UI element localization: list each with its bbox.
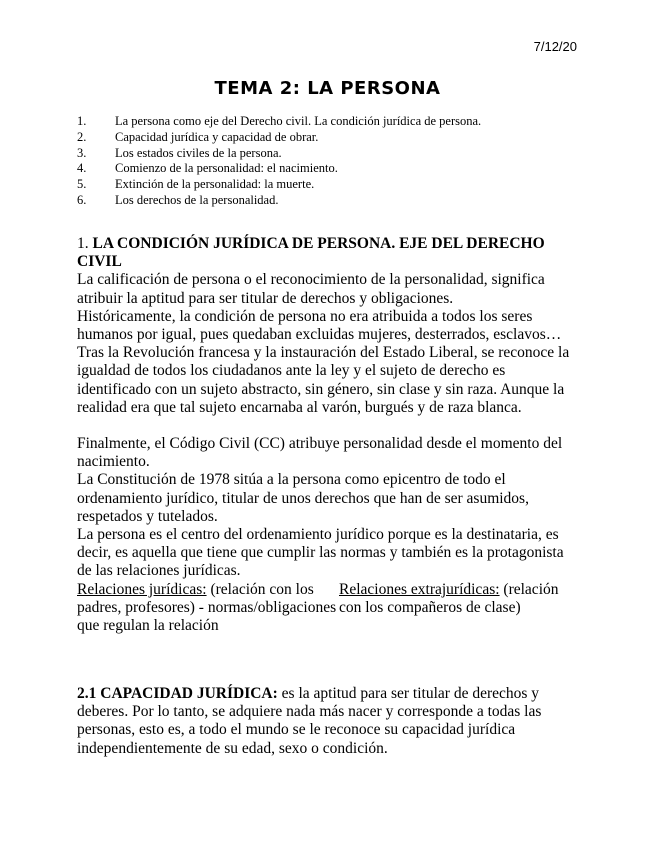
toc-item-text: Los estados civiles de la persona.: [115, 145, 282, 160]
paragraph: La persona es el centro del ordenamiento jurídico porque es la destinataria, es decir, es aquella que tiene que cumplir las normas y también es la protagonista de las relaciones jurídicas.: [77, 526, 564, 580]
page-date: 7/12/20: [533, 39, 577, 54]
paragraph-gap: [77, 417, 581, 435]
toc-item: [77, 193, 481, 209]
section-1: [77, 235, 581, 635]
toc-item: [77, 177, 481, 193]
toc-item-number: 4.: [77, 161, 87, 176]
table-of-contents: [77, 114, 481, 209]
toc-item: [77, 114, 481, 130]
legal-relations-label: Relaciones jurídicas:: [77, 580, 207, 598]
section-2-1-text: es la aptitud para ser titular de derechos y deberes. Por lo tanto, se adquiere nada más nacer y corresponde a todas las personas, esto es, a todo el mundo se le reconoce su capacidad jurídica independientemente de su edad, sexo o condición.: [77, 685, 542, 757]
toc-item-number: 1.: [77, 114, 87, 128]
extralegal-relations-label: Relaciones extrajurídicas:: [339, 580, 500, 598]
toc-item-text: Los derechos de la personalidad.: [115, 192, 279, 207]
toc-item-number: 6.: [77, 192, 87, 207]
toc-item-number: 5.: [77, 177, 87, 192]
section-2-1-heading: 2.1 CAPACIDAD JURÍDICA:: [77, 685, 278, 702]
section-1-title: LA CONDICIÓN JURÍDICA DE PERSONA. EJE DEL DERECHO CIVIL: [77, 235, 545, 271]
toc-item: [77, 161, 481, 177]
paragraph: Históricamente, la condición de persona no era atribuida a todos los seres humanos por igual, pues quedaban excluidas mujeres, desterrados, esclavos… Tras la Revolución francesa y la instauración del Estado Liberal, se reconoce la igualdad de todos los ciudadanos ante la ley y el sujeto de derecho es identificado con un sujeto abstracto, sin género, sin clase y sin raza. Aunque la realidad era que tal sujeto encarnaba al varón, burgués y de raza blanca.: [77, 307, 570, 416]
relations-columns: [77, 581, 581, 636]
toc-item-text: Capacidad jurídica y capacidad de obrar.: [115, 129, 319, 144]
toc-item-text: Extinción de la personalidad: la muerte.: [115, 177, 315, 192]
extralegal-relations-column: [339, 581, 581, 636]
toc-item-number: 3.: [77, 145, 87, 160]
toc-item-text: Comienzo de la personalidad: el nacimiento.: [115, 161, 338, 176]
toc-item-text: La persona como eje del Derecho civil. La condición jurídica de persona.: [115, 114, 482, 128]
section-1-heading: [77, 235, 581, 271]
paragraph: La calificación de persona o el reconocimiento de la personalidad, significa atribuir la aptitud para ser titular de derechos y obligaciones.: [77, 271, 545, 307]
toc-item-number: 2.: [77, 129, 87, 144]
page-title: TEMA 2: LA PERSONA: [214, 78, 441, 99]
paragraph: [77, 685, 581, 758]
legal-relations-column: [77, 581, 339, 636]
legal-relations-text: (relación con los padres, profesores) - normas/obligaciones que regulan la relación: [77, 580, 337, 635]
toc-item: [77, 146, 481, 162]
paragraph: Finalmente, el Código Civil (CC) atribuye personalidad desde el momento del nacimiento.: [77, 435, 563, 471]
toc-item: [77, 130, 481, 146]
section-1-number: 1.: [77, 235, 93, 252]
section-2-1: [77, 685, 581, 758]
extralegal-relations-text: (relación con los compañeros de clase): [339, 580, 559, 616]
paragraph: La Constitución de 1978 sitúa a la persona como epicentro de todo el ordenamiento jurídico, titular de unos derechos que han de ser asumidos, respetados y tutelados.: [77, 471, 529, 525]
